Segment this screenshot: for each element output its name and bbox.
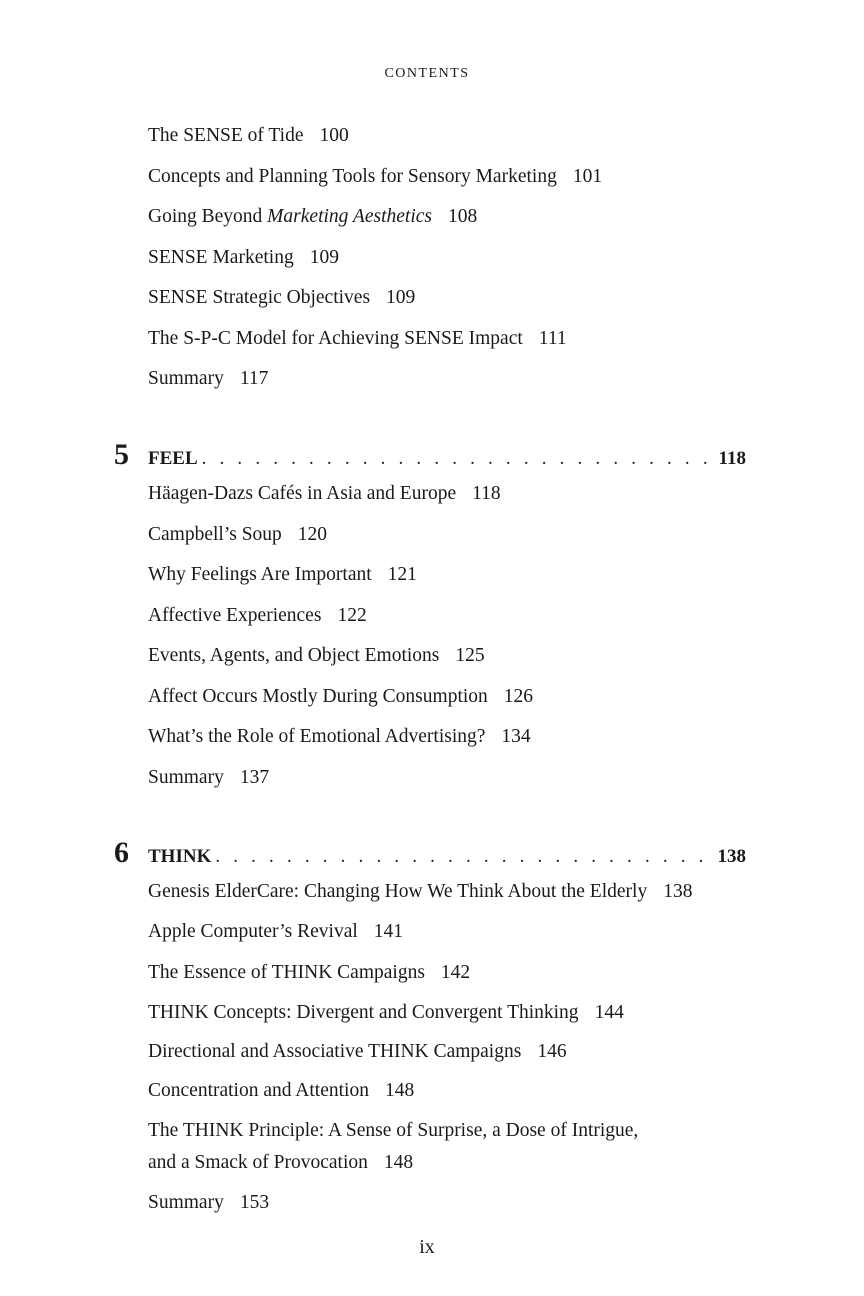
entry-page: 117	[239, 368, 269, 389]
toc-entry[interactable]	[148, 1042, 567, 1062]
chapter-page: 118	[718, 448, 746, 469]
entry-title: What’s the Role of Emotional Advertising?	[148, 726, 486, 747]
entry-title: Summary	[148, 368, 224, 389]
toc-entry[interactable]	[148, 922, 403, 942]
entry-title: Apple Computer’s Revival	[148, 921, 358, 942]
toc-entry[interactable]	[148, 126, 349, 146]
entry-title: Affect Occurs Mostly During Consumption	[148, 686, 488, 707]
entry-title: Genesis ElderCare: Changing How We Think About the Elderly	[148, 881, 648, 902]
entry-page: 100	[319, 125, 349, 146]
chapter-page: 138	[717, 846, 746, 867]
entry-title: Affective Experiences	[148, 605, 322, 626]
entry-page: 125	[455, 645, 485, 666]
running-header: CONTENTS	[384, 66, 470, 81]
toc-entry[interactable]	[148, 369, 268, 389]
entry-page: 101	[572, 166, 603, 187]
dot-leader	[211, 846, 713, 868]
entry-page: 146	[537, 1041, 567, 1062]
toc-entry[interactable]	[148, 1193, 269, 1213]
chapter-number: 5	[114, 438, 129, 471]
toc-entry[interactable]	[148, 167, 602, 187]
entry-title: Campbell’s Soup	[148, 524, 282, 545]
entry-page: 134	[501, 726, 531, 747]
entry-page: 148	[384, 1080, 415, 1101]
entry-page: 111	[538, 328, 567, 349]
entry-title: Concentration and Attention	[148, 1080, 369, 1101]
entry-page: 142	[440, 962, 471, 983]
entry-title: The S-P-C Model for Achieving SENSE Impact	[148, 328, 523, 349]
entry-page: 126	[503, 686, 534, 707]
entry-page: 138	[663, 881, 693, 902]
entry-title: SENSE Strategic Objectives	[148, 287, 371, 308]
toc-entry[interactable]	[148, 207, 477, 227]
entry-title: The Essence of THINK Campaigns	[148, 962, 425, 983]
entry-page: 109	[309, 247, 339, 268]
entry-page: 108	[447, 206, 478, 227]
entry-page: 141	[373, 921, 404, 942]
entry-page: 122	[337, 605, 367, 626]
entry-title: Why Feelings Are Important	[148, 564, 372, 585]
page-number: ix	[419, 1236, 435, 1258]
toc-entry[interactable]	[148, 882, 692, 902]
toc-entry[interactable]	[148, 1003, 624, 1023]
dot-leader	[198, 448, 715, 470]
entry-page: 118	[472, 483, 501, 504]
entry-page: 137	[239, 767, 270, 788]
entry-page: 109	[386, 287, 416, 308]
entry-title: Directional and Associative THINK Campaigns	[148, 1041, 522, 1062]
entry-title: Summary	[148, 767, 224, 788]
entry-title: Summary	[148, 1192, 224, 1213]
toc-entry[interactable]	[148, 288, 415, 308]
chapter-title: FEEL	[148, 448, 198, 469]
toc-entry[interactable]	[148, 963, 470, 983]
chapter-heading-5[interactable]	[114, 438, 746, 471]
toc-entry[interactable]	[148, 687, 533, 707]
entry-title: The SENSE of Tide	[148, 125, 304, 146]
entry-title: SENSE Marketing	[148, 247, 294, 268]
toc-entry[interactable]	[148, 768, 269, 788]
entry-title: THINK Concepts: Divergent and Convergent Thinking	[148, 1002, 579, 1023]
entry-page: 144	[594, 1002, 624, 1023]
toc-entry[interactable]	[148, 329, 567, 349]
toc-entry[interactable]	[148, 1115, 638, 1179]
entry-title: Häagen-Dazs Cafés in Asia and Europe	[148, 483, 457, 504]
entry-title-prefix: Going Beyond	[148, 206, 268, 227]
toc-entry[interactable]	[148, 727, 531, 747]
toc-entry[interactable]	[148, 484, 501, 504]
entry-title-italic: Marketing Aesthetics	[267, 206, 432, 227]
toc-entry[interactable]	[148, 525, 327, 545]
entry-title-line-1: The THINK Principle: A Sense of Surprise, a Dose of Intrigue,	[148, 1120, 639, 1141]
chapter-heading-6[interactable]	[114, 836, 746, 869]
toc-entry[interactable]	[148, 248, 339, 268]
entry-page: 120	[297, 524, 328, 545]
entry-title: Events, Agents, and Object Emotions	[148, 645, 440, 666]
entry-page: 121	[387, 564, 417, 585]
chapter-number: 6	[114, 836, 129, 869]
entry-page: 148	[383, 1152, 414, 1173]
toc-entry[interactable]	[148, 565, 417, 585]
toc-entry[interactable]	[148, 646, 485, 666]
chapter-title: THINK	[148, 846, 212, 867]
toc-entry[interactable]	[148, 606, 367, 626]
entry-title: Concepts and Planning Tools for Sensory Marketing	[148, 166, 557, 187]
entry-page: 153	[239, 1192, 270, 1213]
toc-entry[interactable]	[148, 1081, 414, 1101]
entry-title-line-2: and a Smack of Provocation	[148, 1152, 368, 1173]
